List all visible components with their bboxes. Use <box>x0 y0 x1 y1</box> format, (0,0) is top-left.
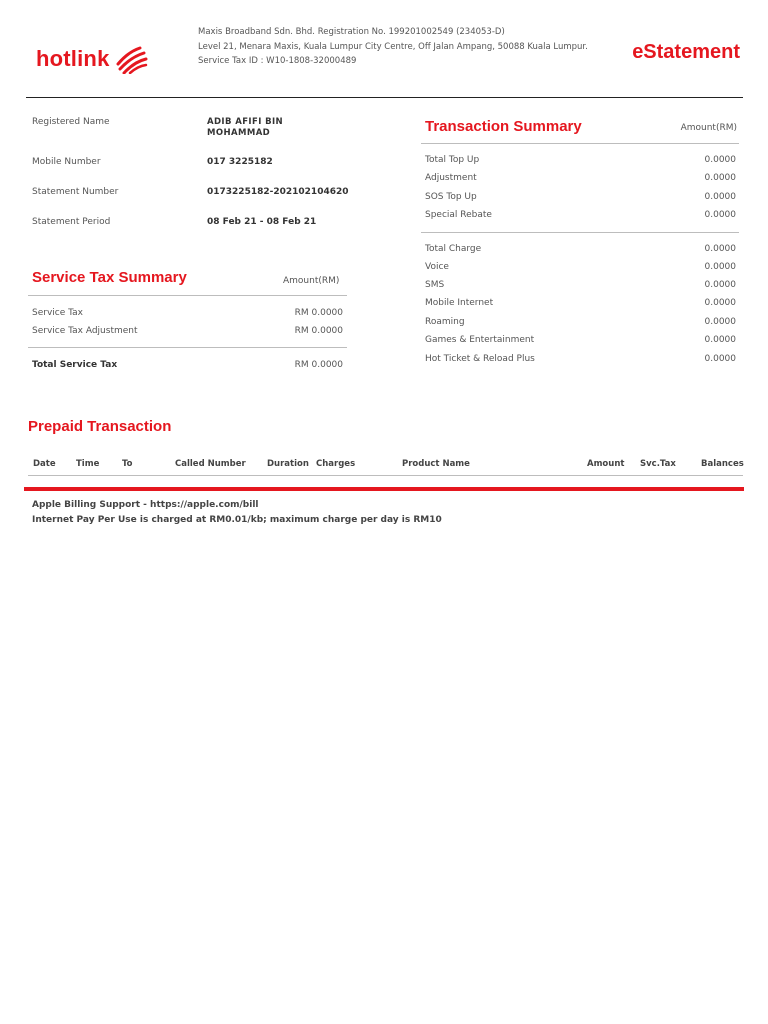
column-header-svc-tax: Svc.Tax <box>640 459 676 469</box>
company-line: Maxis Broadband Sdn. Bhd. Registration No. 199201002549 (234053-D) <box>198 27 505 37</box>
charge-row-label: Total Charge <box>425 244 482 254</box>
page-title: eStatement <box>632 41 740 63</box>
mobile-number-label: Mobile Number <box>32 157 101 167</box>
charge-row-value: 0.0000 <box>704 244 736 254</box>
charge-row-label: Hot Ticket & Reload Plus <box>425 354 535 364</box>
column-header-amount: Amount <box>587 459 625 469</box>
topup-row-value: 0.0000 <box>704 155 736 165</box>
service-tax-row-value: RM 0.0000 <box>294 326 343 336</box>
column-header-called-number: Called Number <box>175 459 246 469</box>
footnote: Apple Billing Support - https://apple.com/bill <box>32 500 259 510</box>
statement-number-label: Statement Number <box>32 187 119 197</box>
charge-row-label: Voice <box>425 262 449 272</box>
charge-row-label: Mobile Internet <box>425 298 494 308</box>
topup-row-value: 0.0000 <box>704 210 736 220</box>
service-tax-row-label: Service Tax Adjustment <box>32 326 138 336</box>
footnote: Internet Pay Per Use is charged at RM0.01/kb; maximum charge per day is RM10 <box>32 515 442 525</box>
charge-divider <box>421 232 739 233</box>
charge-row-value: 0.0000 <box>704 280 736 290</box>
company-line: Service Tax ID : W10-1808-32000489 <box>198 56 357 66</box>
mobile-number-value: 017 3225182 <box>207 157 273 167</box>
registered-name-value <box>207 117 283 139</box>
logo-text: hotlink <box>36 46 110 71</box>
header-divider <box>26 97 743 98</box>
service-tax-row-label: Service Tax <box>32 308 83 318</box>
company-line: Level 21, Menara Maxis, Kuala Lumpur City Centre, Off Jalan Ampang, 50088 Kuala Lumpur. <box>198 41 588 52</box>
table-end-bar <box>24 487 744 491</box>
topup-row-value: 0.0000 <box>704 173 736 183</box>
transaction-divider <box>421 143 739 144</box>
charge-row-value: 0.0000 <box>704 317 736 327</box>
charge-row-value: 0.0000 <box>704 354 736 364</box>
registered-name-line: MOHAMMAD <box>207 128 271 138</box>
topup-row-label: SOS Top Up <box>425 192 477 202</box>
service-tax-title: Service Tax Summary <box>32 269 187 286</box>
service-tax-total-divider <box>28 347 347 348</box>
total-service-tax-value: RM 0.0000 <box>294 360 343 370</box>
table-header-divider <box>28 475 743 476</box>
topup-row-label: Special Rebate <box>425 210 492 220</box>
company-info <box>198 25 588 69</box>
column-header-duration: Duration <box>267 459 309 469</box>
statement-number-value: 0173225182-202102104620 <box>207 187 349 197</box>
column-header-balances: Balances <box>701 459 744 469</box>
topup-row-label: Total Top Up <box>425 155 480 165</box>
charge-row-label: Games & Entertainment <box>425 335 535 345</box>
column-header-date: Date <box>33 459 56 469</box>
transaction-summary-title: Transaction Summary <box>425 118 582 135</box>
registered-name-line: ADIB AFIFI BIN <box>207 117 284 127</box>
column-header-charges: Charges <box>316 459 356 469</box>
service-tax-row-value: RM 0.0000 <box>294 308 343 318</box>
hotlink-logo <box>36 44 148 74</box>
statement-period-label: Statement Period <box>32 217 111 227</box>
column-header-to: To <box>122 459 133 469</box>
total-service-tax-label: Total Service Tax <box>32 360 118 370</box>
transaction-amount-header: Amount(RM) <box>680 123 737 133</box>
service-tax-amount-header: Amount(RM) <box>283 276 340 286</box>
charge-row-value: 0.0000 <box>704 262 736 272</box>
charge-row-value: 0.0000 <box>704 298 736 308</box>
charge-row-label: Roaming <box>425 317 465 327</box>
statement-period-value: 08 Feb 21 - 08 Feb 21 <box>207 217 317 227</box>
registered-name-label: Registered Name <box>32 117 110 127</box>
column-header-time: Time <box>76 459 100 469</box>
column-header-product-name: Product Name <box>402 459 470 469</box>
hotlink-flame-icon <box>114 44 148 74</box>
service-tax-divider <box>28 295 347 296</box>
topup-row-label: Adjustment <box>425 173 477 183</box>
prepaid-transaction-title: Prepaid Transaction <box>28 418 172 435</box>
charge-row-value: 0.0000 <box>704 335 736 345</box>
charge-row-label: SMS <box>425 280 445 290</box>
topup-row-value: 0.0000 <box>704 192 736 202</box>
